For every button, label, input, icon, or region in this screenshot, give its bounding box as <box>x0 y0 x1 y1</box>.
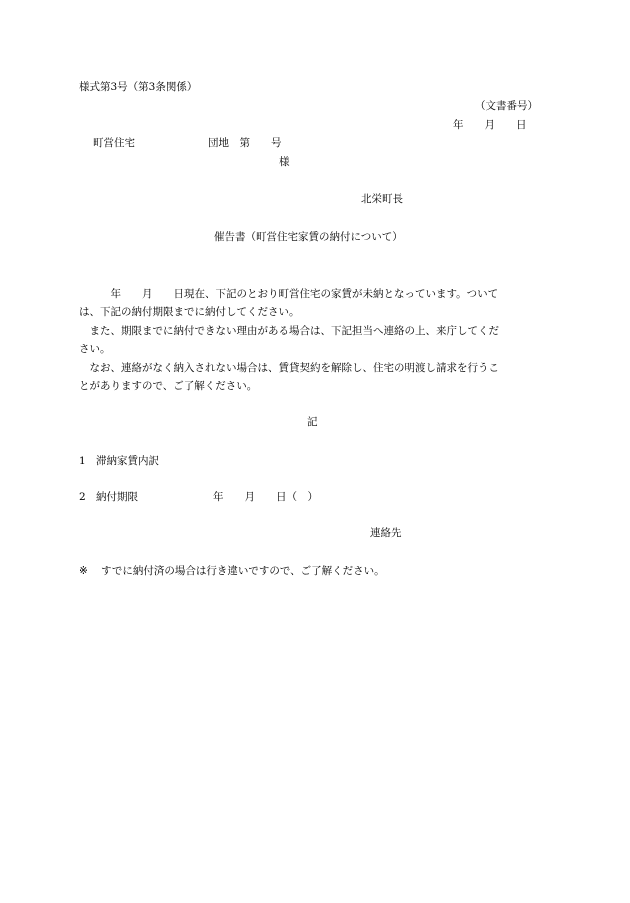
body-p3-line1: なお、連絡がなく納入されない場合は、賃貸契約を解除し、住宅の明渡し請求を行うこ <box>79 362 499 374</box>
item-2-label: 納付期限 <box>96 491 138 503</box>
body-paragraph-1 <box>79 285 551 321</box>
item-2-due-date: 年 月 日（ ） <box>213 491 318 503</box>
form-label: 様式第3号（第3条関係） <box>79 81 198 93</box>
note-text: すでに納付済の場合は行き違いですので、ご了解ください。 <box>101 565 385 577</box>
contact-label: 連絡先 <box>370 527 402 539</box>
addressee-danchi: 団地 第 号 <box>208 137 282 149</box>
body-p2-line1: また、期限までに納付できない理由がある場合は、下記担当へ連絡の上、来庁してくだ <box>79 325 499 337</box>
document-number: （文書番号） <box>475 100 538 112</box>
issue-date: 年 月 日 <box>453 119 527 131</box>
document-title: 催告書（町営住宅家賃の納付について） <box>214 231 403 243</box>
ki-heading: 記 <box>307 416 318 428</box>
note-mark: ※ <box>79 565 88 577</box>
body-p3-line2: とがありますので、ご了解ください。 <box>79 380 258 392</box>
body-p1-line1: 年 月 日現在、下記のとおり町営住宅の家賃が未納となっています。ついて <box>79 288 499 300</box>
body-p2-line2: さい。 <box>79 343 111 355</box>
sender-name: 北栄町長 <box>361 193 403 205</box>
item-1-number: 1 <box>79 455 86 467</box>
item-2-number: 2 <box>79 491 86 503</box>
addressee-housing: 町営住宅 <box>93 137 135 149</box>
item-1-label: 滞納家賃内訳 <box>96 455 159 467</box>
body-paragraph-3 <box>79 359 551 395</box>
body-paragraph-2 <box>79 322 551 358</box>
addressee-sama: 様 <box>279 156 290 168</box>
body-p1-line2: は、下記の納付期限までに納付してください。 <box>79 306 300 318</box>
